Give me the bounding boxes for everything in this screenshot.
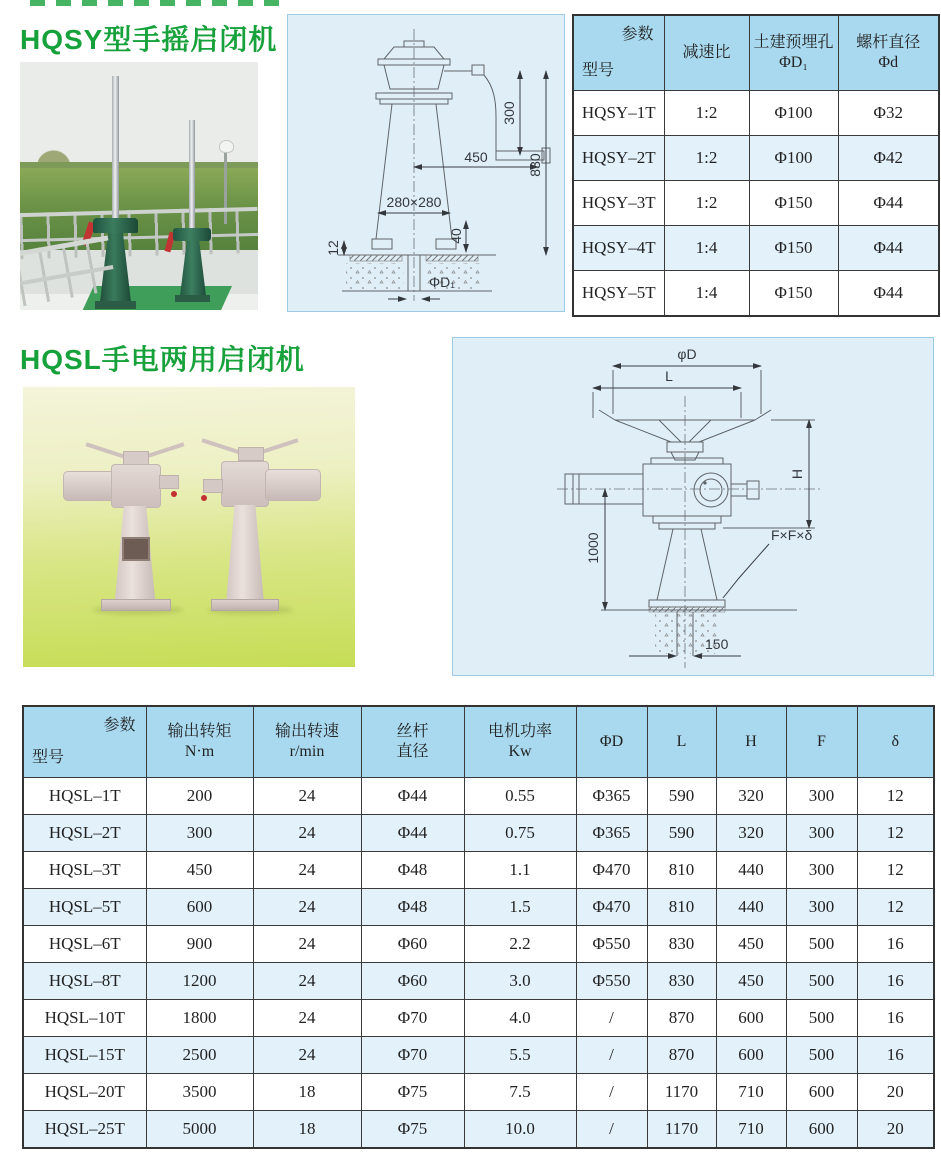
value-cell: Φ470 bbox=[576, 852, 647, 889]
model-cell: HQSL–8T bbox=[23, 963, 146, 1000]
value-cell: 1.5 bbox=[464, 889, 576, 926]
column-header: 输出转矩 N·m bbox=[146, 706, 253, 778]
dim-1000: 1000 bbox=[585, 532, 601, 564]
table-row bbox=[23, 1000, 934, 1037]
value-cell: Φ32 bbox=[838, 91, 939, 136]
value-cell: Φ75 bbox=[361, 1074, 464, 1111]
value-cell: 24 bbox=[253, 926, 361, 963]
value-cell: / bbox=[576, 1111, 647, 1149]
value-cell: Φ100 bbox=[749, 136, 838, 181]
model-cell: HQSY–1T bbox=[573, 91, 664, 136]
clipped-heading-fragment bbox=[30, 0, 288, 6]
column-header: 输出转速 r/min bbox=[253, 706, 361, 778]
value-cell: 24 bbox=[253, 778, 361, 815]
value-cell: 320 bbox=[716, 778, 786, 815]
value-cell: 320 bbox=[716, 815, 786, 852]
value-cell: 200 bbox=[146, 778, 253, 815]
value-cell: 870 bbox=[647, 1037, 716, 1074]
model-cell: HQSL–10T bbox=[23, 1000, 146, 1037]
value-cell: 1800 bbox=[146, 1000, 253, 1037]
value-cell: Φ365 bbox=[576, 778, 647, 815]
value-cell: Φ75 bbox=[361, 1111, 464, 1149]
value-cell: Φ44 bbox=[838, 181, 939, 226]
value-cell: 16 bbox=[857, 1037, 934, 1074]
value-cell: Φ550 bbox=[576, 963, 647, 1000]
value-cell: 450 bbox=[716, 926, 786, 963]
value-cell: 600 bbox=[716, 1037, 786, 1074]
section-heading-hqsl: HQSL手电两用启闭机 bbox=[20, 344, 305, 375]
model-cell: HQSY–2T bbox=[573, 136, 664, 181]
table-row bbox=[23, 889, 934, 926]
value-cell: 2500 bbox=[146, 1037, 253, 1074]
column-header: 丝杆 直径 bbox=[361, 706, 464, 778]
value-cell: Φ60 bbox=[361, 926, 464, 963]
value-cell: 24 bbox=[253, 889, 361, 926]
column-header: H bbox=[716, 706, 786, 778]
value-cell: 1:4 bbox=[664, 271, 749, 317]
value-cell: 24 bbox=[253, 1000, 361, 1037]
value-cell: 10.0 bbox=[464, 1111, 576, 1149]
value-cell: Φ48 bbox=[361, 889, 464, 926]
value-cell: / bbox=[576, 1074, 647, 1111]
column-header: δ bbox=[857, 706, 934, 778]
value-cell: 300 bbox=[786, 889, 857, 926]
value-cell: Φ150 bbox=[749, 181, 838, 226]
value-cell: 300 bbox=[786, 852, 857, 889]
section-heading-hqsy: HQSY型手摇启闭机 bbox=[20, 24, 278, 55]
screw-stem-right bbox=[189, 120, 195, 230]
value-cell: 590 bbox=[647, 778, 716, 815]
value-cell: 1:4 bbox=[664, 226, 749, 271]
value-cell: 300 bbox=[146, 815, 253, 852]
value-cell: 0.55 bbox=[464, 778, 576, 815]
table-row bbox=[23, 1111, 934, 1149]
value-cell: 24 bbox=[253, 963, 361, 1000]
hqsy-site-photo bbox=[20, 62, 258, 310]
value-cell: 4.0 bbox=[464, 1000, 576, 1037]
value-cell: Φ100 bbox=[749, 91, 838, 136]
model-cell: HQSL–5T bbox=[23, 889, 146, 926]
value-cell: 870 bbox=[647, 1000, 716, 1037]
value-cell: 810 bbox=[647, 889, 716, 926]
value-cell: 1.1 bbox=[464, 852, 576, 889]
value-cell: Φ44 bbox=[838, 226, 939, 271]
value-cell: 810 bbox=[647, 852, 716, 889]
dim-base: 280×280 bbox=[386, 194, 442, 210]
model-cell: HQSL–6T bbox=[23, 926, 146, 963]
header-row bbox=[23, 706, 934, 778]
value-cell: 590 bbox=[647, 815, 716, 852]
value-cell: Φ42 bbox=[838, 136, 939, 181]
value-cell: 1170 bbox=[647, 1074, 716, 1111]
corner-label-param: 参数 bbox=[621, 26, 654, 43]
value-cell: 24 bbox=[253, 815, 361, 852]
value-cell: 600 bbox=[716, 1000, 786, 1037]
corner-label-model: 型号 bbox=[582, 62, 615, 79]
hqsl-product-photo bbox=[23, 387, 355, 667]
value-cell: Φ150 bbox=[749, 226, 838, 271]
corner-label-model: 型号 bbox=[32, 749, 65, 766]
table-row bbox=[573, 181, 939, 226]
table-row bbox=[23, 1037, 934, 1074]
value-cell: Φ150 bbox=[749, 271, 838, 317]
value-cell: Φ44 bbox=[361, 778, 464, 815]
value-cell: Φ365 bbox=[576, 815, 647, 852]
value-cell: 300 bbox=[786, 778, 857, 815]
column-header: ΦD bbox=[576, 706, 647, 778]
value-cell: 500 bbox=[786, 926, 857, 963]
model-cell: HQSL–2T bbox=[23, 815, 146, 852]
corner-label-param: 参数 bbox=[103, 717, 136, 734]
value-cell: 1:2 bbox=[664, 91, 749, 136]
model-cell: HQSY–5T bbox=[573, 271, 664, 317]
value-cell: 12 bbox=[857, 852, 934, 889]
dim-150: 150 bbox=[705, 636, 729, 652]
dim-450: 450 bbox=[464, 149, 488, 165]
value-cell: / bbox=[576, 1037, 647, 1074]
value-cell: 1170 bbox=[647, 1111, 716, 1149]
value-cell: 5000 bbox=[146, 1111, 253, 1149]
corner-header-cell bbox=[573, 15, 664, 91]
value-cell: Φ470 bbox=[576, 889, 647, 926]
table-row bbox=[573, 226, 939, 271]
dim-40: 40 bbox=[448, 228, 464, 244]
value-cell: 450 bbox=[146, 852, 253, 889]
value-cell: 830 bbox=[647, 963, 716, 1000]
hqsl-dimension-diagram bbox=[452, 337, 934, 676]
value-cell: 12 bbox=[857, 889, 934, 926]
value-cell: 600 bbox=[146, 889, 253, 926]
value-cell: Φ60 bbox=[361, 963, 464, 1000]
table-row bbox=[23, 1074, 934, 1111]
value-cell: 440 bbox=[716, 889, 786, 926]
value-cell: Φ70 bbox=[361, 1037, 464, 1074]
value-cell: 24 bbox=[253, 1037, 361, 1074]
value-cell: 1:2 bbox=[664, 136, 749, 181]
table-row bbox=[23, 815, 934, 852]
value-cell: 500 bbox=[786, 1000, 857, 1037]
dim-830: 830 bbox=[527, 153, 543, 177]
column-header: F bbox=[786, 706, 857, 778]
corner-header-cell bbox=[23, 706, 146, 778]
value-cell: 600 bbox=[786, 1074, 857, 1111]
hqsy-dimension-diagram bbox=[287, 14, 565, 312]
value-cell: 18 bbox=[253, 1111, 361, 1149]
value-cell: 12 bbox=[857, 815, 934, 852]
dim-12: 12 bbox=[325, 240, 341, 256]
column-header: 减速比 bbox=[664, 15, 749, 91]
value-cell: Φ550 bbox=[576, 926, 647, 963]
screw-stem-left bbox=[112, 76, 119, 220]
value-cell: Φ44 bbox=[838, 271, 939, 317]
dim-H: H bbox=[789, 468, 805, 480]
value-cell: Φ48 bbox=[361, 852, 464, 889]
table-row bbox=[23, 963, 934, 1000]
value-cell: Φ44 bbox=[361, 815, 464, 852]
value-cell: 2.2 bbox=[464, 926, 576, 963]
hqsl-spec-table bbox=[22, 705, 935, 1149]
model-cell: HQSL–3T bbox=[23, 852, 146, 889]
value-cell: 18 bbox=[253, 1074, 361, 1111]
value-cell: 600 bbox=[786, 1111, 857, 1149]
value-cell: 450 bbox=[716, 963, 786, 1000]
value-cell: 12 bbox=[857, 778, 934, 815]
value-cell: 5.5 bbox=[464, 1037, 576, 1074]
table-row bbox=[23, 778, 934, 815]
value-cell: 0.75 bbox=[464, 815, 576, 852]
value-cell: 16 bbox=[857, 963, 934, 1000]
model-cell: HQSL–25T bbox=[23, 1111, 146, 1149]
value-cell: 500 bbox=[786, 963, 857, 1000]
hqsy-spec-table bbox=[572, 14, 940, 317]
value-cell: 1:2 bbox=[664, 181, 749, 226]
value-cell: 440 bbox=[716, 852, 786, 889]
model-cell: HQSY–3T bbox=[573, 181, 664, 226]
value-cell: 16 bbox=[857, 1000, 934, 1037]
dim-L: L bbox=[665, 368, 673, 384]
value-cell: 24 bbox=[253, 852, 361, 889]
model-cell: HQSL–15T bbox=[23, 1037, 146, 1074]
value-cell: / bbox=[576, 1000, 647, 1037]
value-cell: 1200 bbox=[146, 963, 253, 1000]
column-header: 螺杆直径 Φd bbox=[838, 15, 939, 91]
column-header: 土建预埋孔 ΦD₁ bbox=[749, 15, 838, 91]
dim-300: 300 bbox=[501, 101, 517, 125]
value-cell: Φ70 bbox=[361, 1000, 464, 1037]
value-cell: 710 bbox=[716, 1111, 786, 1149]
table-row bbox=[573, 91, 939, 136]
value-cell: 830 bbox=[647, 926, 716, 963]
value-cell: 710 bbox=[716, 1074, 786, 1111]
value-cell: 300 bbox=[786, 815, 857, 852]
value-cell: 3500 bbox=[146, 1074, 253, 1111]
model-cell: HQSL–1T bbox=[23, 778, 146, 815]
column-header: 电机功率 Kw bbox=[464, 706, 576, 778]
table-row bbox=[23, 926, 934, 963]
model-cell: HQSL–20T bbox=[23, 1074, 146, 1111]
model-cell: HQSY–4T bbox=[573, 226, 664, 271]
table-row bbox=[573, 136, 939, 181]
value-cell: 16 bbox=[857, 926, 934, 963]
header-row bbox=[573, 15, 939, 91]
dim-hole: ΦD₁ bbox=[429, 274, 456, 290]
value-cell: 20 bbox=[857, 1074, 934, 1111]
value-cell: 20 bbox=[857, 1111, 934, 1149]
value-cell: 500 bbox=[786, 1037, 857, 1074]
table-row bbox=[23, 852, 934, 889]
value-cell: 3.0 bbox=[464, 963, 576, 1000]
value-cell: 7.5 bbox=[464, 1074, 576, 1111]
dim-phiD: φD bbox=[677, 346, 697, 362]
column-header: L bbox=[647, 706, 716, 778]
dim-ffd: F×F×δ bbox=[771, 527, 813, 543]
table-row bbox=[573, 271, 939, 317]
value-cell: 900 bbox=[146, 926, 253, 963]
